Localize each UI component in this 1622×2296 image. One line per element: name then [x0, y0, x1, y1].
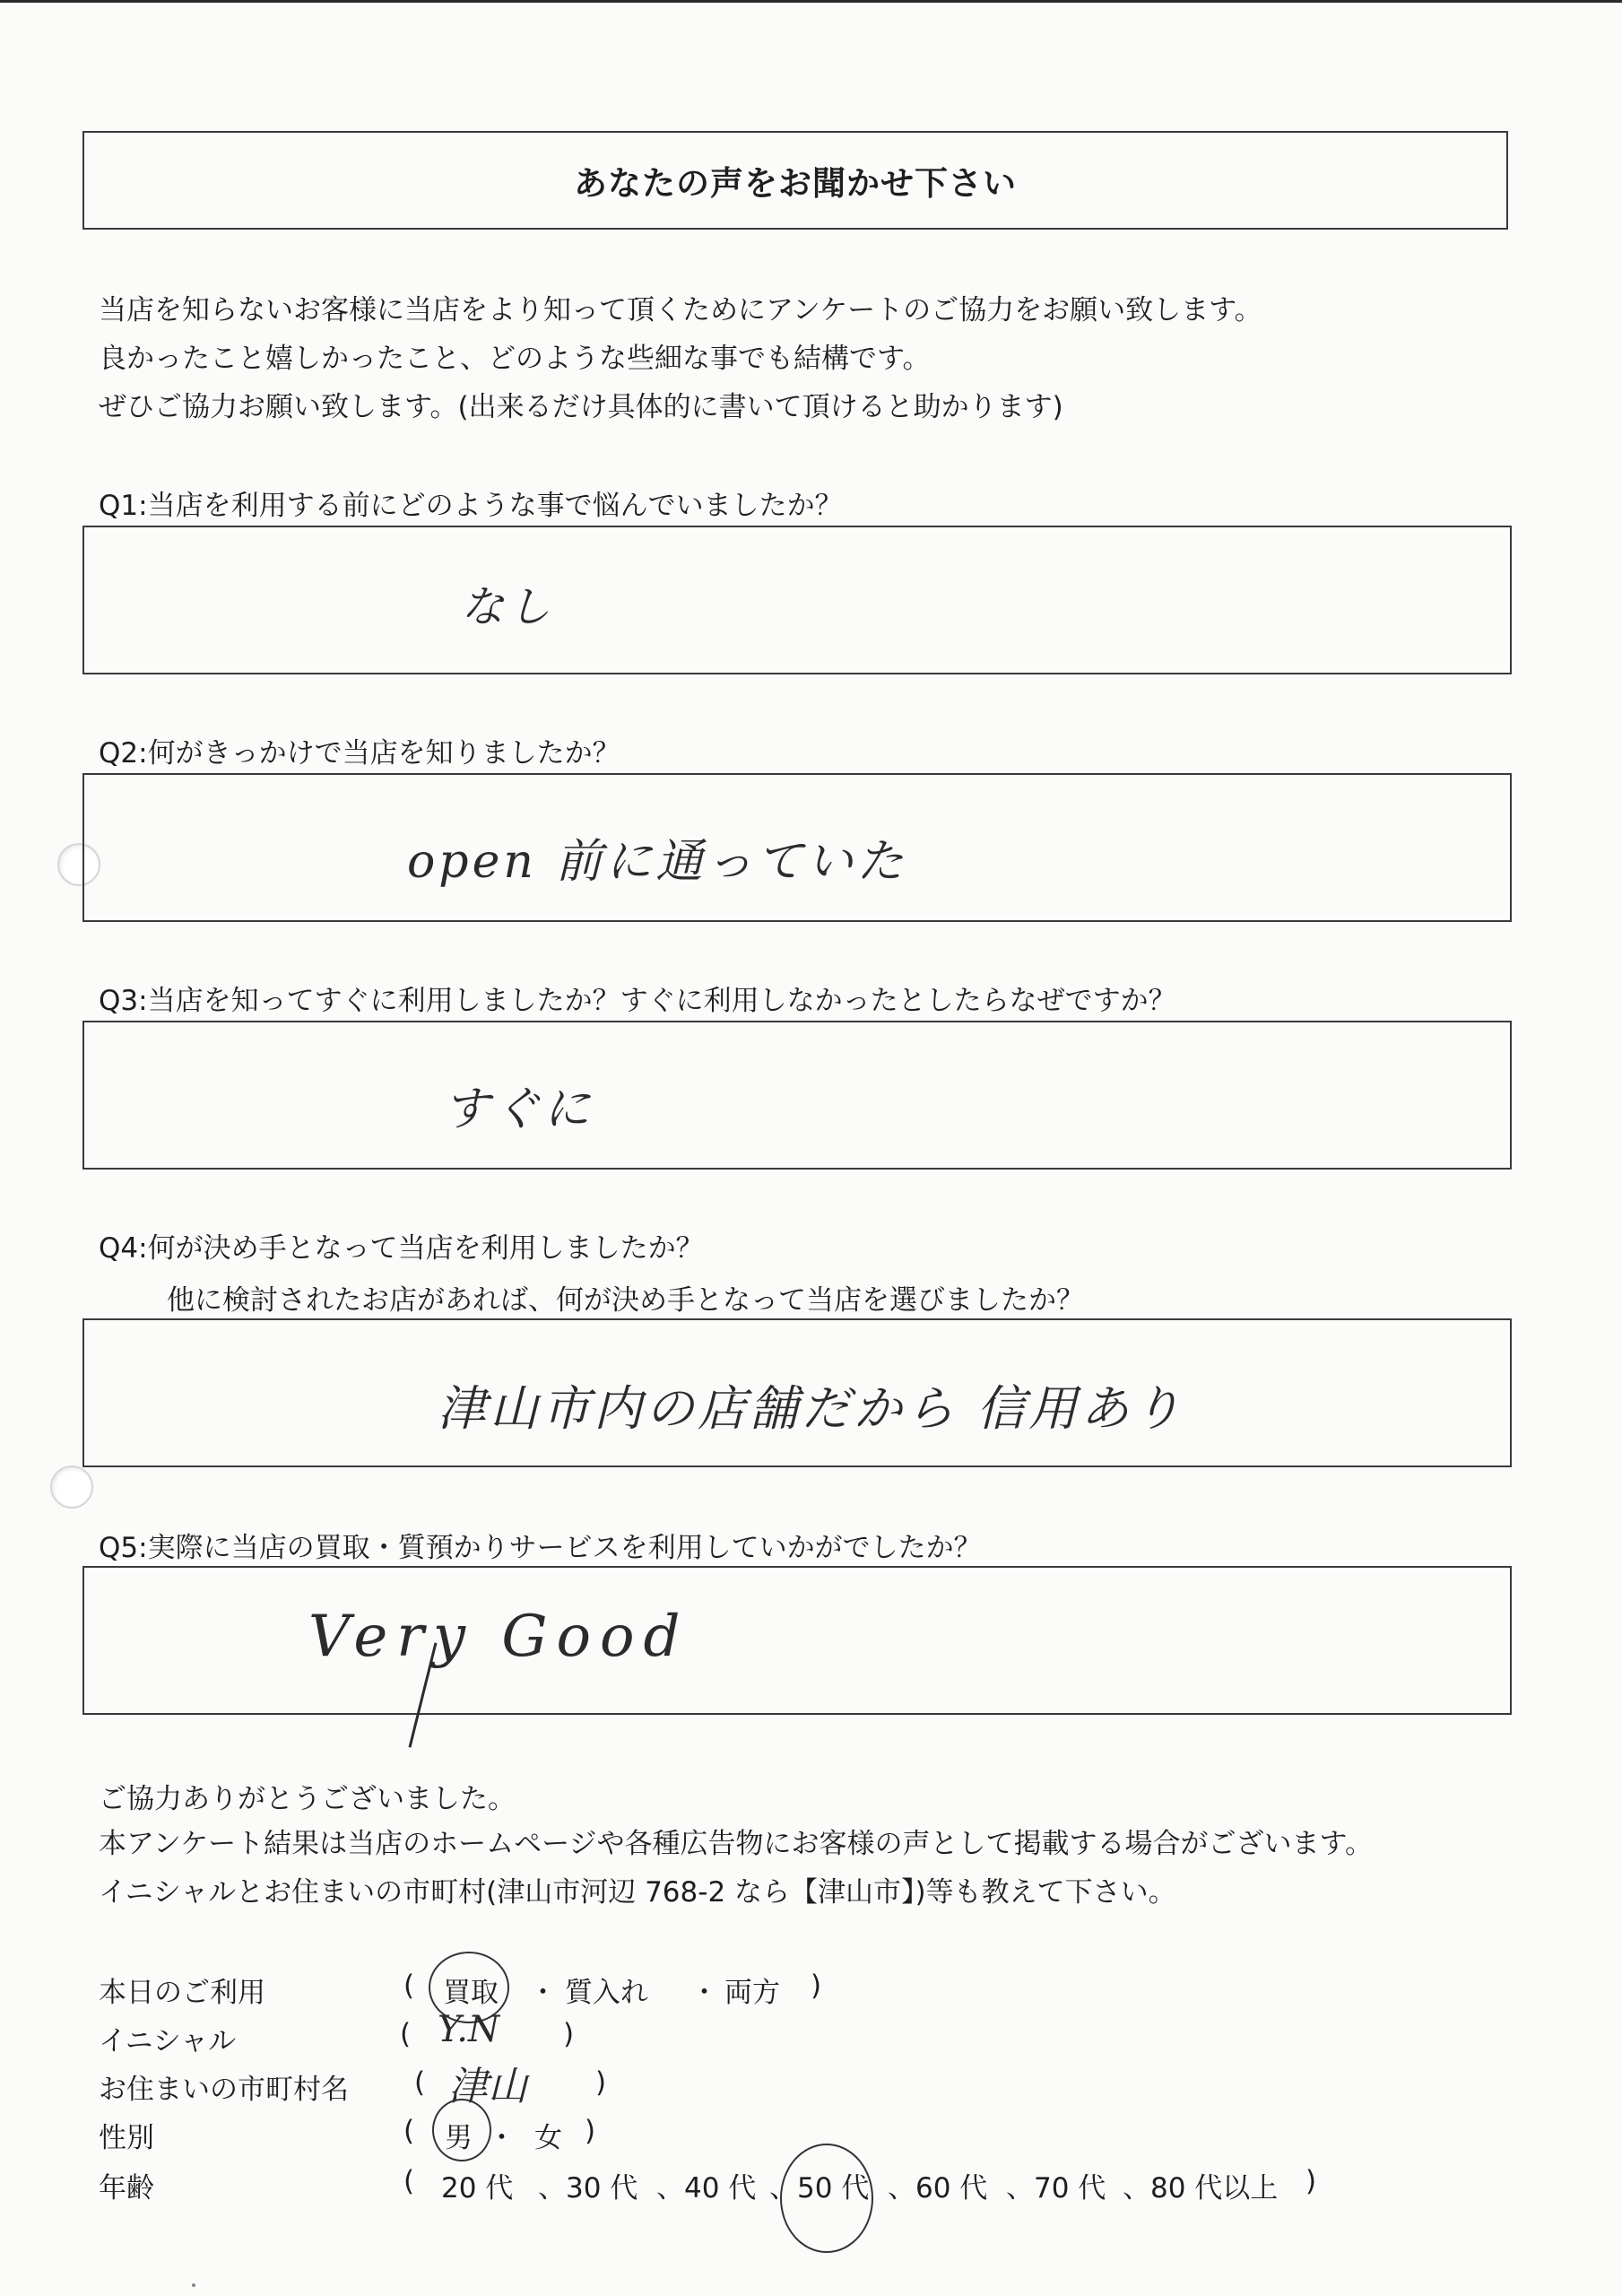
gender-option-female[interactable]: 女 — [534, 2122, 562, 2154]
page-title: あなたの声をお聞かせ下さい — [574, 164, 1017, 203]
question-4-answer-box[interactable] — [82, 1318, 1512, 1467]
gender-label: 性別 — [99, 2122, 154, 2154]
outro-line-2: 本アンケート結果は当店のホームページや各種広告物にお客様の声として掲載する場合がございます。 — [99, 1828, 1374, 1860]
gender-close-paren: ) — [585, 2115, 596, 2147]
question-5-answer: Very Good — [308, 1604, 690, 1670]
usage-option-both[interactable]: 両方 — [724, 1977, 780, 2009]
age-option-20[interactable]: 20 代 — [441, 2172, 514, 2205]
question-3-label: Q3:当店を知ってすぐに利用しましたか？すぐに利用しなかったとしたらなぜですか？ — [99, 985, 1176, 1017]
initial-open-paren: ( — [400, 2018, 412, 2050]
question-3-answer: すぐに — [443, 1083, 594, 1136]
question-5-label: Q5:実際に当店の買取・質預かりサービスを利用していかがでしたか？ — [99, 1532, 982, 1564]
city-close-paren: ) — [595, 2066, 607, 2099]
usage-label: 本日のご利用 — [99, 1977, 265, 2009]
outro-line-1: ご協力ありがとうございました。 — [99, 1783, 516, 1815]
usage-separator-1: ・ — [529, 1977, 557, 2009]
usage-close-paren: ) — [811, 1970, 822, 2002]
gender-open-paren: ( — [403, 2115, 415, 2147]
intro-line-1: 当店を知らないお客様に当店をより知って頂くためにアンケートのご協力をお願い致します。 — [99, 294, 1262, 326]
age-option-70[interactable]: 、70 代 — [1006, 2172, 1106, 2205]
age-option-60[interactable]: 、60 代 — [888, 2172, 988, 2205]
question-1-answer: なし — [461, 582, 555, 632]
initial-label: イニシャル — [99, 2025, 237, 2057]
age-selected-circle — [780, 2144, 873, 2253]
gender-option-male[interactable]: 男 — [445, 2122, 473, 2154]
city-open-paren: ( — [414, 2066, 426, 2099]
age-close-paren: ) — [1305, 2165, 1317, 2197]
question-2-label: Q2:何がきっかけで当店を知りましたか？ — [99, 737, 620, 770]
question-4-label-2: 他に検討されたお店があれば、何が決め手となって当店を選びましたか？ — [167, 1284, 1084, 1317]
gender-separator: ・ — [488, 2122, 516, 2154]
question-2-answer-box[interactable] — [82, 773, 1512, 922]
question-4-label: Q4:何が決め手となって当店を利用しましたか？ — [99, 1232, 704, 1265]
question-3-answer-box[interactable] — [82, 1021, 1512, 1170]
city-value[interactable]: 津山 — [448, 2064, 527, 2109]
usage-option-pawn[interactable]: 質入れ — [565, 1977, 648, 2009]
initial-close-paren: ) — [563, 2018, 575, 2050]
question-2-answer: open 前に通っていた — [407, 835, 907, 889]
intro-line-3: ぜひご協力お願い致します。(出来るだけ具体的に書いて頂けると助かります) — [99, 391, 1063, 423]
age-option-30[interactable]: 、30 代 — [538, 2172, 638, 2205]
age-option-80-plus[interactable]: 、80 代以上 — [1123, 2172, 1279, 2205]
age-open-paren: ( — [403, 2165, 415, 2197]
city-label: お住まいの市町村名 — [99, 2074, 349, 2106]
question-4-answer: 津山市内の店舗だから 信用あり — [438, 1380, 1185, 1437]
scan-speck — [192, 2283, 195, 2287]
usage-option-buy[interactable]: 買取 — [443, 1977, 499, 2009]
question-1-label: Q1:当店を利用する前にどのような事で悩んでいましたか？ — [99, 490, 843, 522]
initial-value[interactable]: Y.N — [438, 2009, 499, 2050]
question-5-answer-box[interactable] — [82, 1566, 1512, 1715]
usage-open-paren: ( — [403, 1970, 415, 2002]
age-label: 年齢 — [99, 2172, 154, 2205]
gender-selected-circle — [432, 2099, 491, 2161]
outro-line-3: イニシャルとお住まいの市町村(津山市河辺 768-2 なら【津山市】)等も教えて下さい。 — [99, 1876, 1176, 1909]
age-option-40[interactable]: 、40 代 — [656, 2172, 757, 2205]
title-box — [82, 131, 1508, 230]
usage-separator-2: ・ — [690, 1977, 718, 2009]
intro-line-2: 良かったこと嬉しかったこと、どのような些細な事でも結構です。 — [99, 343, 931, 375]
sheet-top-edge — [0, 0, 1622, 9]
punch-hole-bottom — [50, 1465, 93, 1509]
question-1-answer-box[interactable] — [82, 526, 1512, 674]
age-option-50[interactable]: 、50 代 — [769, 2172, 870, 2205]
